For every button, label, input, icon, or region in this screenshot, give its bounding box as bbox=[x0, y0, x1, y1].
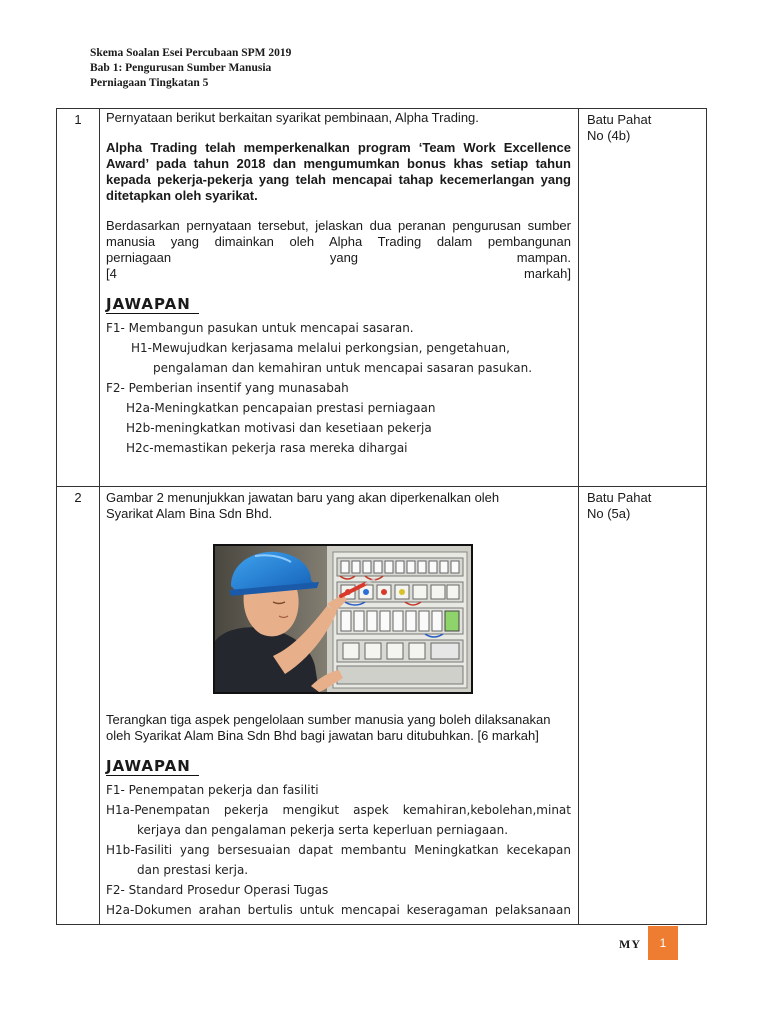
intro-line: Syarikat Alam Bina Sdn Bhd. bbox=[106, 506, 273, 521]
answer-heading: JAWAPAN bbox=[106, 296, 199, 314]
footer-label: MY bbox=[619, 937, 641, 951]
answer-line: pengalaman dan kemahiran untuk mencapai sasaran pasukan. bbox=[153, 361, 533, 375]
question-task bbox=[106, 712, 571, 744]
question-table bbox=[56, 108, 707, 925]
reference-school: Batu Pahat bbox=[587, 112, 652, 127]
answer-line: kerjaya dan pengalaman pekerja serta keperluan perniagaan. bbox=[137, 823, 509, 837]
question-content bbox=[100, 109, 579, 487]
answer-line: H2c-memastikan pekerja rasa mereka dihargai bbox=[126, 441, 408, 455]
answer-line: dan prestasi kerja. bbox=[137, 863, 249, 877]
question-number: 2 bbox=[57, 487, 100, 925]
answer-line: H1a-Penempatan pekerja mengikut aspek kemahiran,kebolehan,minat bbox=[106, 803, 571, 817]
answer-line: H2a-Meningkatkan pencapaian prestasi perniagaan bbox=[126, 401, 436, 415]
intro-line: Gambar 2 menunjukkan jawatan baru yang akan diperkenalkan oleh bbox=[106, 490, 500, 505]
task-line: oleh Syarikat Alam Bina Sdn Bhd bagi jawatan baru ditubuhkan. [6 markah] bbox=[106, 728, 539, 743]
question-intro bbox=[106, 490, 571, 522]
question-reference bbox=[579, 487, 707, 925]
answer-line: H2a-Dokumen arahan bertulis untuk mencapai keseragaman pelaksanaan bbox=[106, 903, 571, 917]
header-title: Skema Soalan Esei Percubaan SPM 2019 bbox=[90, 47, 292, 59]
electrician-photo bbox=[213, 544, 473, 694]
question-row-2 bbox=[57, 487, 707, 925]
task-line: perniagaan yang mampan. bbox=[106, 250, 571, 265]
answer-line: F1- Membangun pasukan untuk mencapai sasaran. bbox=[106, 321, 414, 335]
electrician-illustration bbox=[215, 546, 471, 692]
question-task bbox=[106, 218, 571, 282]
answer-line: F2- Standard Prosedur Operasi Tugas bbox=[106, 883, 329, 897]
answer-line: H1-Mewujudkan kerjasama melalui perkongsian, pengetahuan, bbox=[131, 341, 510, 355]
question-reference bbox=[579, 109, 707, 487]
reference-number: No (5a) bbox=[587, 506, 631, 521]
answer-heading: JAWAPAN bbox=[106, 758, 199, 776]
answer-line: H2b-meningkatkan motivasi dan kesetiaan pekerja bbox=[126, 421, 432, 435]
answer-list bbox=[106, 318, 571, 458]
question-row-1 bbox=[57, 109, 707, 487]
page-number-badge: 1 bbox=[648, 926, 678, 960]
answer-line: F2- Pemberian insentif yang munasabah bbox=[106, 381, 349, 395]
reference-school: Batu Pahat bbox=[587, 490, 652, 505]
answer-list bbox=[106, 780, 571, 920]
question-number: 1 bbox=[57, 109, 100, 487]
task-line: Terangkan tiga aspek pengelolaan sumber manusia yang boleh dilaksanakan bbox=[106, 712, 551, 727]
reference-number: No (4b) bbox=[587, 128, 631, 143]
answer-line: H1b-Fasiliti yang bersesuaian dapat membantu Meningkatkan kecekapan bbox=[106, 843, 571, 857]
task-line: manusia yang dimainkan oleh Alpha Trading dalam pembangunan bbox=[106, 234, 571, 249]
question-statement: Alpha Trading telah memperkenalkan program ‘Team Work Excellence Award’ pada tahun 2018 dan mengumumkan bonus khas setiap tahun kepada pekerja-pekerja yang telah mencapai tahap kecemerlangan yang ditetapkan oleh syarikat. bbox=[106, 140, 571, 203]
document-header bbox=[90, 46, 291, 91]
task-line: Berdasarkan pernyataan tersebut, jelaskan dua peranan pengurusan sumber bbox=[106, 218, 571, 233]
header-subject: Perniagaan Tingkatan 5 bbox=[90, 77, 209, 89]
header-chapter: Bab 1: Pengurusan Sumber Manusia bbox=[90, 62, 272, 74]
question-content bbox=[100, 487, 579, 925]
question-intro: Pernyataan berikut berkaitan syarikat pembinaan, Alpha Trading. bbox=[106, 110, 479, 125]
question-marks: [4 markah] bbox=[106, 266, 571, 281]
answer-line: F1- Penempatan pekerja dan fasiliti bbox=[106, 783, 319, 797]
